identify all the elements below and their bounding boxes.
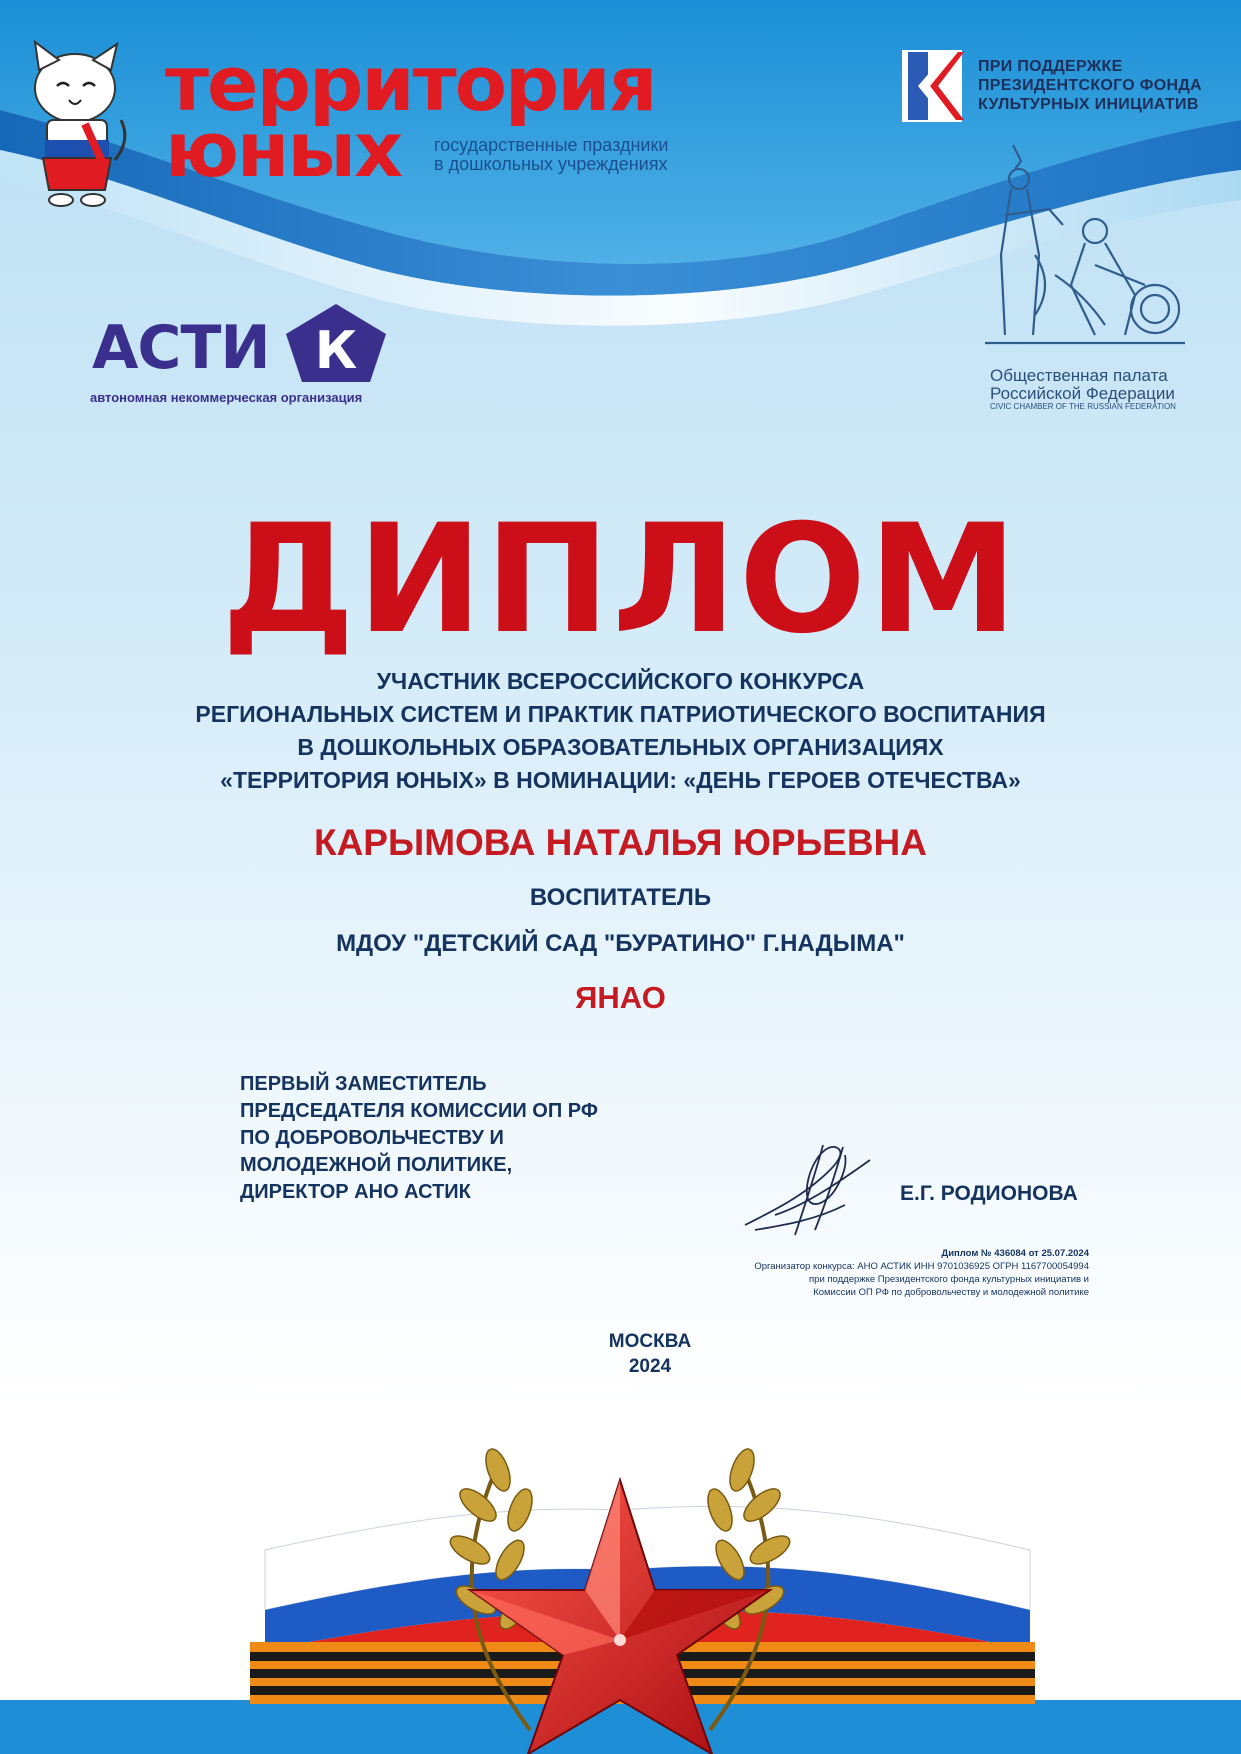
brand-tagline-line1: государственные праздники [434,135,669,155]
diploma-fine-print [619,1247,1089,1299]
recipient-organization: МДОУ "ДЕТСКИЙ САД "БУРАТИНО" Г.НАДЫМА" [336,930,905,957]
fund-text-line3: КУЛЬТУРНЫХ ИНИЦИАТИВ [978,96,1199,113]
brand-tagline-line2: в дошкольных учреждениях [434,154,668,174]
astik-k-pentagon-icon [282,302,390,384]
fine-print-line-4: Комиссии ОП РФ по добровольчеству и молодежной политике [813,1287,1089,1298]
civic-chamber-line2: Российской Федерации [990,384,1175,403]
signer-title-line-3: ПО ДОБРОВОЛЬЧЕСТВУ И [240,1127,504,1149]
brand-title-line2: юных [165,105,402,194]
cat-mascot-icon [25,40,135,210]
recipient-region: ЯНАО [575,980,666,1015]
diploma-number: Диплом № 436084 от 25.07.2024 [941,1248,1089,1259]
fund-text-line2: ПРЕЗИДЕНТСКОГО ФОНДА [978,77,1202,94]
fine-print-line-3: при поддержке Президентского фонда культурных инициатив и [809,1274,1089,1285]
astik-k-letter: К [314,321,358,381]
astik-logo-subtitle: автономная некоммерческая организация [90,390,363,405]
recipient-position: ВОСПИТАТЕЛЬ [529,884,712,911]
bottom-blue-strip [0,1700,1241,1754]
issue-place-date [0,1329,1241,1379]
signer-title-line-5: ДИРЕКТОР АНО АСТИК [240,1181,471,1203]
patriotic-emblem [0,1400,1241,1754]
civic-chamber-line1: Общественная палата [990,366,1168,385]
issue-city: МОСКВА [608,1331,692,1352]
presidential-fund-logo-icon [900,48,966,126]
fine-print-line-2: Организатор конкурса: АНО АСТИК ИНН 9701036925 ОГРН 1167700054994 [754,1261,1089,1272]
recipient-name: КАРЫМОВА НАТАЛЬЯ ЮРЬЕВНА [313,822,927,863]
astik-logo-text: АСТИ [92,313,270,383]
signer-title-line-1: ПЕРВЫЙ ЗАМЕСТИТЕЛЬ [240,1073,487,1095]
contest-line-1: УЧАСТНИК ВСЕРОССИЙСКОГО КОНКУРСА [376,668,865,694]
signer-title [240,1071,660,1206]
contest-line-3: В ДОШКОЛЬНЫХ ОБРАЗОВАТЕЛЬНЫХ ОРГАНИЗАЦИЯХ [297,734,944,760]
diploma-title: ДИПЛОМ [221,493,1020,667]
contest-description [60,665,1181,797]
issue-year: 2024 [628,1356,672,1377]
civic-chamber-monument-icon [975,135,1200,365]
signer-title-line-4: МОЛОДЕЖНОЙ ПОЛИТИКЕ, [240,1154,513,1176]
handwritten-signature-icon [735,1135,875,1245]
civic-chamber-english: CIVIC CHAMBER OF THE RUSSIAN FEDERATION [990,402,1176,411]
brand-title-line1: территория [165,39,656,128]
signer-name: Е.Г. РОДИОНОВА [900,1182,1078,1205]
fund-text-line1: ПРИ ПОДДЕРЖКЕ [978,58,1123,75]
contest-line-2: РЕГИОНАЛЬНЫХ СИСТЕМ И ПРАКТИК ПАТРИОТИЧЕСКОГО ВОСПИТАНИЯ [195,701,1046,727]
signer-title-line-2: ПРЕДСЕДАТЕЛЯ КОМИССИИ ОП РФ [240,1100,598,1122]
contest-line-4: «ТЕРРИТОРИЯ ЮНЫХ» В НОМИНАЦИИ: «ДЕНЬ ГЕРОЕВ ОТЕЧЕСТВА» [220,767,1021,793]
